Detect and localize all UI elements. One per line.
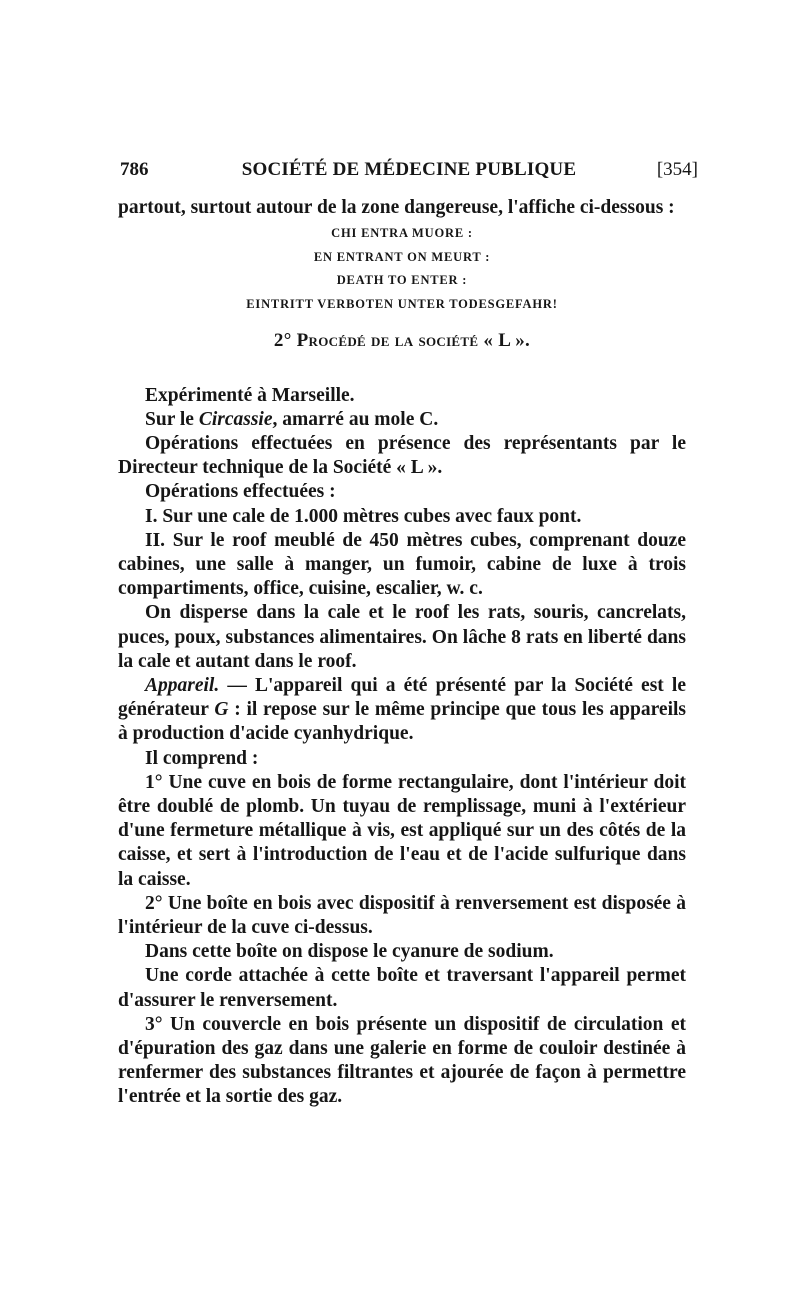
poster-line-french: EN ENTRANT ON MEURT :: [313, 249, 491, 264]
ship-name: Circassie: [198, 408, 273, 430]
running-header: [120, 158, 698, 182]
warning-poster: [118, 222, 686, 316]
paragraph: I. Sur une cale de 1.000 mètres cubes avec faux pont.: [145, 505, 582, 527]
text-run: Sur le: [145, 408, 199, 430]
poster-line-german: EINTRITT VERBOTEN UNTER TODESGEFAHR!: [246, 296, 558, 311]
paragraph: Il comprend :: [145, 747, 259, 769]
paragraph: 2° Une boîte en bois avec dispositif à renversement est disposée à l'intérieur de la cuve ci-dessus.: [118, 892, 686, 939]
paragraph: II. Sur le roof meublé de 450 mètres cubes, comprenant douze cabines, une salle à manger, un fumoir, cabine de luxe à trois compartiments, office, cuisine, escalier, w. c.: [118, 529, 686, 600]
paragraph: On disperse dans la cale et le roof les rats, souris, cancrelats, puces, poux, substances alimentaires. On lâche 8 rats en liberté dans la cale et autant dans le roof.: [118, 602, 686, 672]
poster-line-italian: CHI ENTRA MUORE :: [331, 226, 473, 241]
running-title: SOCIÉTÉ DE MÉDECINE PUBLIQUE: [241, 159, 577, 180]
paragraph: 1° Une cuve en bois de forme rectangulaire, dont l'intérieur doit être doublé de plomb. Un tuyau de remplissage, muni à l'extérieur d'une fermeture métallique à vis, est appliqué sur un des côtés de la caisse, et sert à l'introduction de l'eau et de l'acide sulfurique dans la caisse.: [118, 771, 686, 890]
paragraph-label: Appareil.: [145, 675, 220, 697]
section-heading: 2° Procédé de la société « L ».: [273, 329, 531, 351]
paragraph: [118, 408, 686, 432]
page-reference: [354]: [656, 159, 698, 180]
paragraph: Opérations effectuées en présence des représentants par le Directeur technique de la Société « L ».: [118, 432, 686, 479]
text-run: — L'appareil qui a été présenté par la Société est le générateur: [118, 675, 686, 721]
paragraph: Opérations effectuées :: [145, 481, 336, 503]
text-run: , amarré au mole C.: [272, 408, 439, 430]
paragraph: 3° Un couvercle en bois présente un dispositif de circulation et d'épuration des gaz dans une galerie en forme de couloir destinée à renfermer des substances filtrantes et ajourée de façon à permettre l'entrée et la sortie des gaz.: [118, 1013, 686, 1108]
paragraph: Dans cette boîte on dispose le cyanure de sodium.: [145, 941, 554, 963]
body-text: [118, 196, 686, 1110]
paragraph: [118, 674, 686, 747]
intro-paragraph: partout, surtout autour de la zone dangereuse, l'affiche ci-dessous :: [118, 197, 675, 218]
poster-line-english: DEATH TO ENTER :: [336, 273, 468, 288]
generator-symbol: G: [214, 699, 229, 721]
page-number: 786: [120, 159, 149, 180]
paragraph: Une corde attachée à cette boîte et traversant l'appareil permet d'assurer le renversement.: [118, 965, 686, 1011]
paragraph: Expérimenté à Marseille.: [145, 384, 355, 406]
text-run: : il repose sur le même principe que tous les appareils à production d'acide cyanhydrique.: [118, 699, 686, 745]
